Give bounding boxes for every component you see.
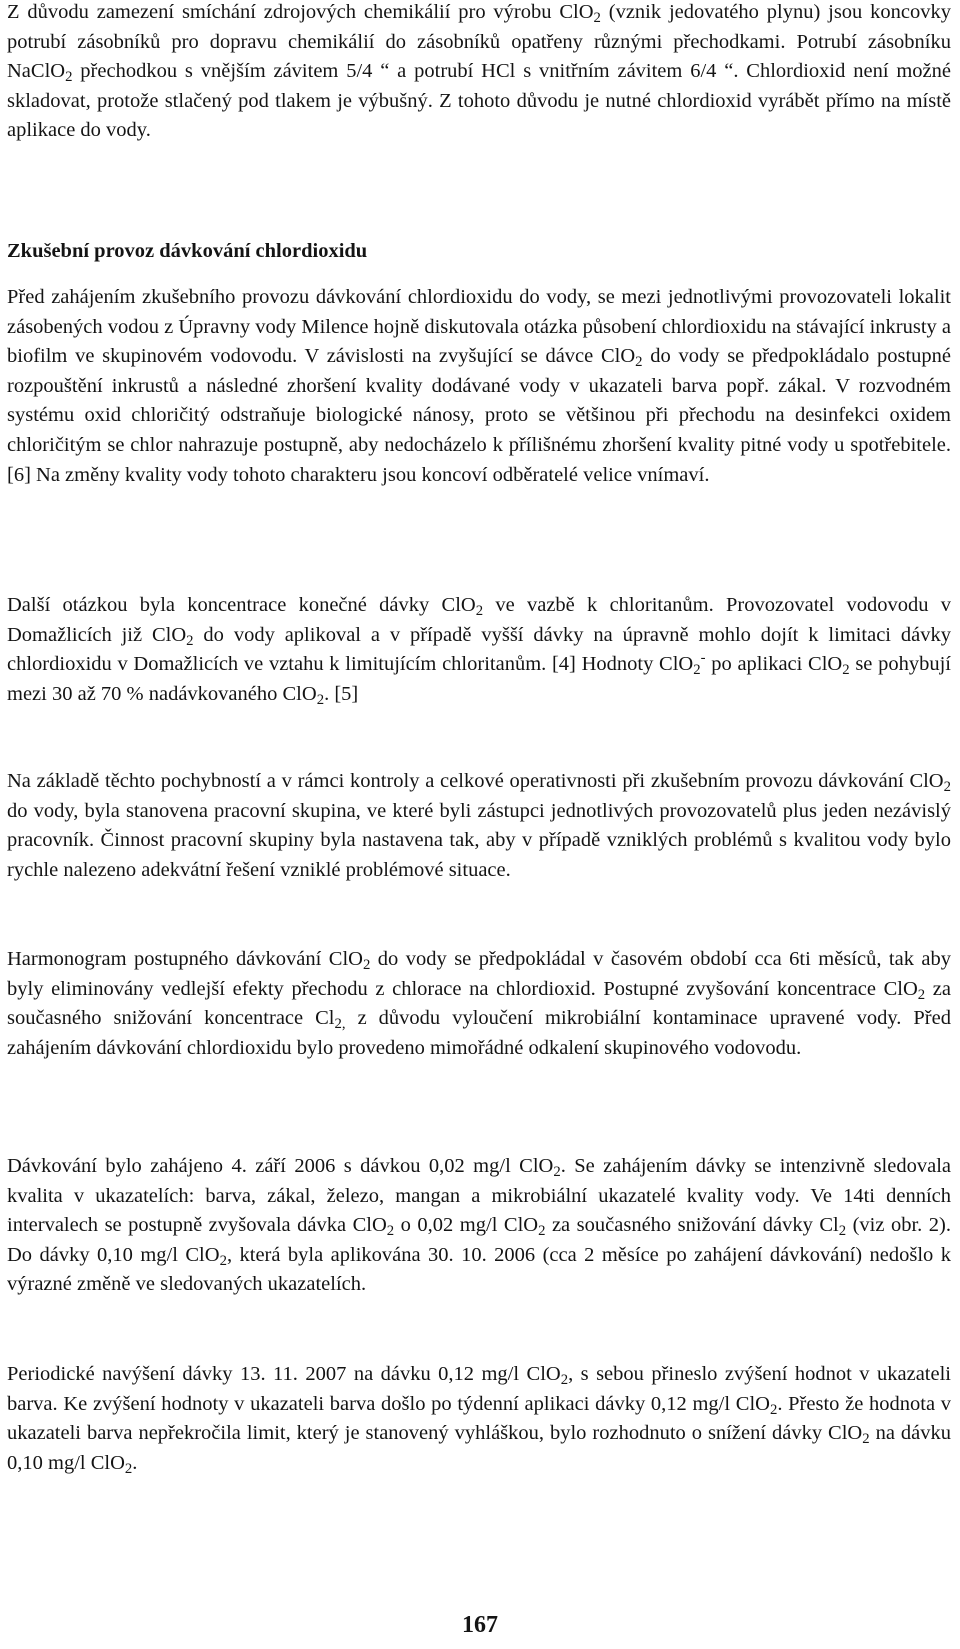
text-run: do vody, byla stanovena pracovní skupina, ve které byli zástupci jednotlivých provozovatelů plus jeden nezávislý pracovník. Činnost pracovní skupiny byla nastavena tak, aby v případě vzniklých problémů s kvalitou vody bylo rychle nalezeno adekvátní řešení vzniklé problémové situace. <box>7 799 951 881</box>
subscript: 2 <box>219 1252 227 1269</box>
paragraph-final-dose-concentration <box>7 591 951 709</box>
text-run: , která byla aplikována 30. 10. 2006 (cca 2 měsíce po zahájení dávkování) nedošlo k výrazné změně ve sledovaných ukazatelích. <box>7 1243 951 1296</box>
subscript: 2 <box>593 10 601 27</box>
text-run: z důvodu vyloučení mikrobiální kontaminace upravené vody. Před zahájením dávkování chlordioxidu bylo provedeno mimořádné odkalení skupinového vodovodu. <box>7 1007 951 1059</box>
text-run: Na základě těchto pochybností a v rámci kontroly a celkové operativnosti při zkušebním provozu dávkování ClO <box>7 770 944 792</box>
text-run: za současného snižování dávky Cl <box>545 1214 839 1237</box>
text-run: na dávku 0,10 mg/l ClO <box>7 1422 951 1474</box>
text-run: . Se zahájením dávky se intenzivně sledovala kvalita v ukazatelích: barva, zákal, železo, mangan a mikrobiální ukazatelé kvality vody. Ve 14ti denních intervalech se postupně zvyšovala dávka ClO <box>7 1155 951 1237</box>
subscript: 2 <box>769 1401 778 1418</box>
text-run: se pohybují mezi 30 až 70 % nadávkovaného ClO <box>7 653 952 705</box>
text-run: po aplikaci ClO <box>705 653 843 676</box>
text-run: o 0,02 mg/l ClO <box>394 1214 539 1237</box>
text-run: , s sebou přineslo zvýšení hodnot v ukazateli barva. Ke zvýšení hodnoty v ukazateli barva došlo po týdenní aplikaci dávky 0,12 mg/l ClO <box>7 1363 951 1415</box>
text-run: ve vazbě k chloritanům. Provozovatel vodovodu v Domažlicích již ClO <box>7 594 951 646</box>
text-run: Dávkování bylo zahájeno 4. září 2006 s dávkou 0,02 mg/l ClO <box>7 1155 554 1177</box>
text-run: (viz obr. 2). Do dávky 0,10 mg/l ClO <box>7 1214 952 1266</box>
paragraph-periodic-increase <box>7 1360 951 1478</box>
subscript: 2 <box>842 662 850 679</box>
subscript: 2 <box>917 986 926 1003</box>
subscript: 2 <box>862 1431 870 1448</box>
page-number: 167 <box>462 1612 498 1638</box>
subscript: 2 <box>553 1164 561 1181</box>
subscript: 2 <box>362 957 371 974</box>
subscript: 2 <box>124 1460 133 1477</box>
section-heading: Zkušební provoz dávkování chlordioxidu <box>7 240 368 262</box>
text-run: . Přesto že hodnota v ukazateli barva nepřekročila limit, který je stanovený vyhláškou, bylo rozhodnuto o snížení dávky ClO <box>7 1392 951 1445</box>
paragraph-dosing-schedule <box>7 945 951 1063</box>
text-run: Z důvodu zamezení smíchání zdrojových chemikálií pro výrobu ClO <box>7 1 594 23</box>
paragraph-dosing-start <box>7 1152 951 1300</box>
text-run: Periodické navýšení dávky 13. 11. 2007 na dávku 0,12 mg/l ClO <box>7 1363 561 1385</box>
text-run: do vody aplikoval a v případě vyšší dávky na úpravně mohlo dojít k limitaci dávky chlordioxidu v Domažlicích ve vztahu k limitujícím chloritanům. [4] Hodnoty ClO <box>7 623 951 676</box>
paragraph-trial-operation-discussion <box>7 283 951 490</box>
text-run: Před zahájením zkušebního provozu dávkování chlordioxidu do vody, se mezi jednotlivými provozovateli lokalit zásobených vodou z Úpravny vody Milence hojně diskutovala otázka působení chlordioxidu na stávající inkrusty a biofilm ve skupinovém vodovodu. V závislosti na zvyšující se dávce ClO <box>7 286 951 368</box>
subscript: 2 <box>943 779 951 796</box>
subscript: 2 <box>316 691 325 708</box>
subscript: 2 <box>386 1223 395 1240</box>
subscript: 2 <box>65 69 73 86</box>
text-run: . [5] <box>324 682 359 705</box>
text-run: (vznik jedovatého plynu) jsou koncovky potrubí zásobníků pro dopravu chemikálií do zásobníků opatřeny různými přechodkami. Potrubí zásobníku NaClO <box>7 1 951 83</box>
subscript: 2 <box>560 1372 569 1389</box>
text-run: Harmonogram postupného dávkování ClO <box>7 948 363 970</box>
superscript: - <box>700 650 706 667</box>
paragraph-working-group <box>7 767 951 885</box>
subscript: 2 <box>475 603 484 620</box>
subscript: 2 <box>186 632 194 649</box>
text-run: Další otázkou byla koncentrace konečné dávky ClO <box>7 594 476 616</box>
subscript: 2 <box>538 1223 546 1240</box>
text-run: do vody se předpokládal v časovém období cca 6ti měsíců, tak aby byly eliminovány vedlejší efekty přechodu z chlorace na chlordioxid. Postupné zvyšování koncentrace ClO <box>7 948 952 1000</box>
subscript: 2 <box>838 1223 847 1240</box>
subscript: 2 <box>635 354 643 371</box>
text-run: za současného snižování koncentrace Cl <box>7 977 952 1030</box>
text-run: . <box>132 1451 138 1474</box>
paragraph-chemical-fittings <box>7 0 951 146</box>
subscript: 2, <box>334 1016 346 1033</box>
text-run: do vody se předpokládalo postupné rozpouštění inkrustů a následné zhoršení kvality dodávané vody v ukazateli barva popř. zákal. V rozvodném systému oxid chloričitý odstraňuje biologické nánosy, proto se většinou při přechodu na desinfekci oxidem chloričitým se chlor nahrazuje postupně, aby nedocházelo k přílišnému zhoršení kvality pitné vody u spotřebitele.[6] Na změny kvality vody tohoto charakteru jsou koncoví odběratelé velice vnímaví. <box>7 345 951 486</box>
text-run: přechodkou s vnějším závitem 5/4 “ a potrubí HCl s vnitřním závitem 6/4 “. Chlordioxid není možné skladovat, protože stlačený pod tlakem je výbušný. Z tohoto důvodu je nutné chlordioxid vyrábět přímo na místě aplikace do vody. <box>7 60 951 142</box>
subscript: 2 <box>693 662 701 679</box>
